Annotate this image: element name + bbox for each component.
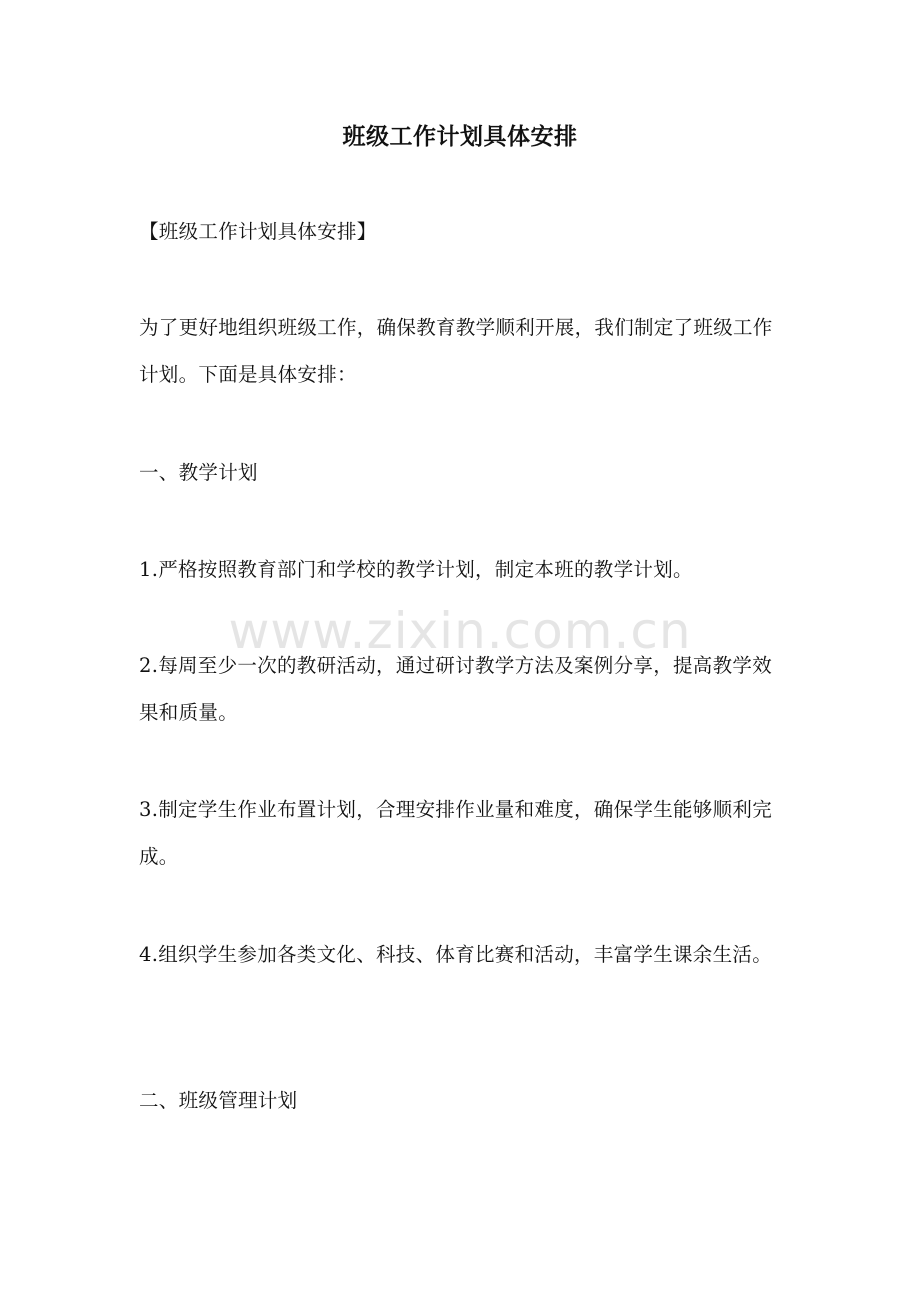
subtitle: 【班级工作计划具体安排】 bbox=[139, 220, 377, 243]
section-2-heading: 二、班级管理计划 bbox=[139, 1089, 298, 1112]
intro-paragraph: 为了更好地组织班级工作，确保教育教学顺利开展，我们制定了班级工作计划。下面是具体安排： bbox=[139, 316, 773, 386]
section-1-item-1: 1.严格按照教育部门和学校的教学计划，制定本班的教学计划。 bbox=[139, 558, 693, 581]
section-1-item-3: 3.制定学生作业布置计划，合理安排作业量和难度，确保学生能够顺利完成。 bbox=[139, 798, 773, 868]
section-1-heading: 一、教学计划 bbox=[139, 461, 258, 484]
section-1-item-2: 2.每周至少一次的教研活动，通过研讨教学方法及案例分享，提高教学效果和质量。 bbox=[139, 654, 773, 724]
section-1-item-4: 4.组织学生参加各类文化、科技、体育比赛和活动，丰富学生课余生活。 bbox=[139, 943, 773, 966]
watermark: www.zixin.com.cn bbox=[228, 602, 692, 660]
document-title: 班级工作计划具体安排 bbox=[342, 123, 578, 150]
